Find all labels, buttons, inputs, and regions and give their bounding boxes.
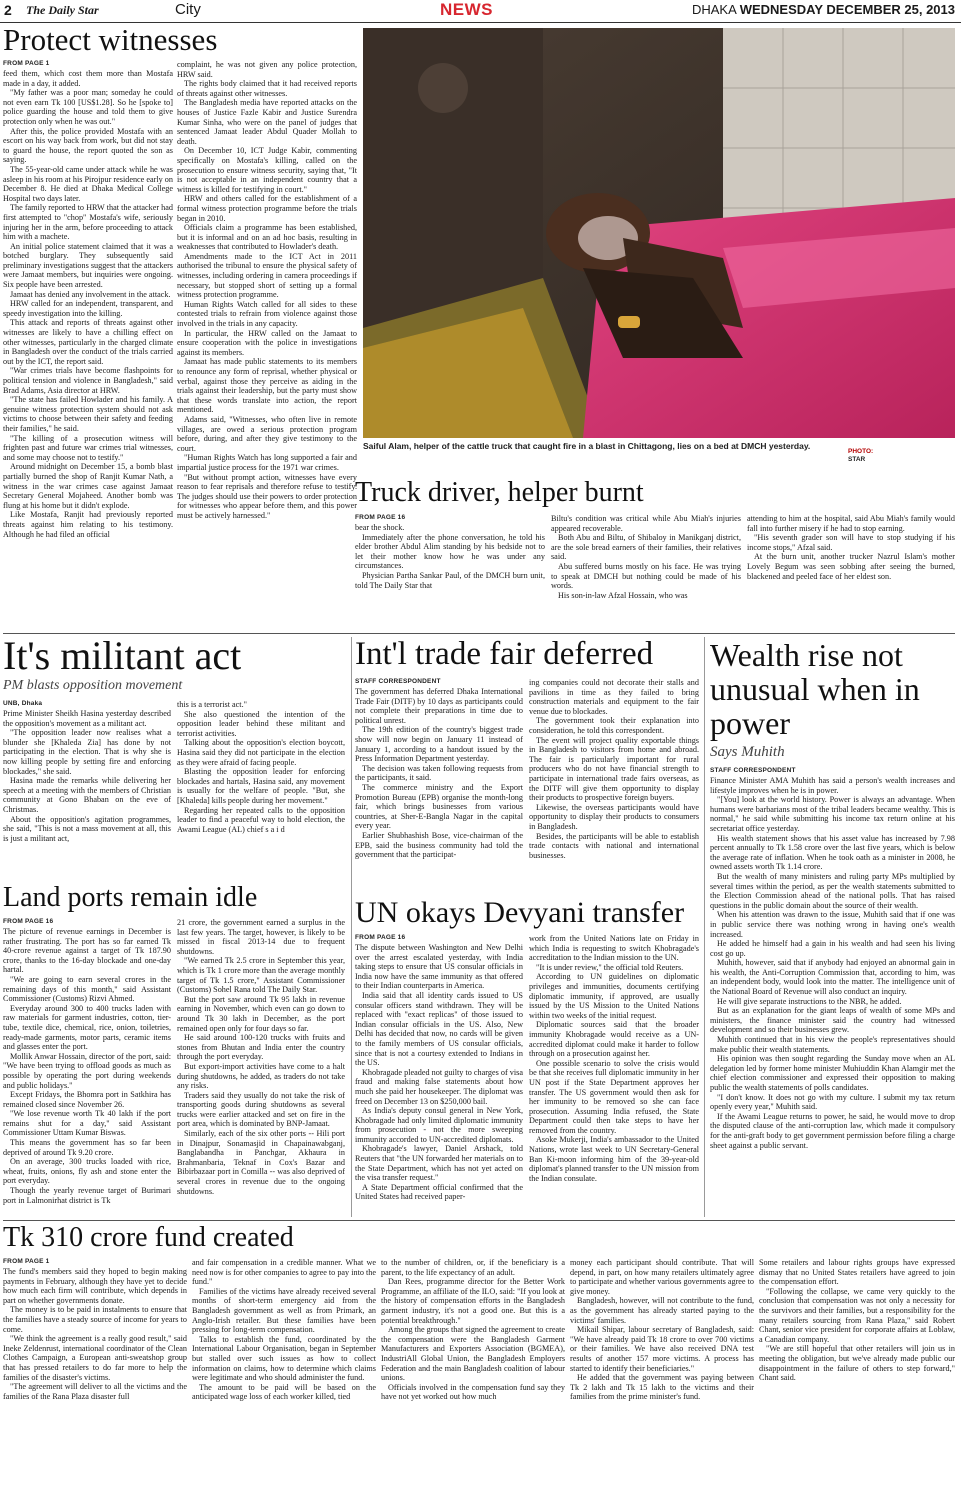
paragraph: As India's deputy consul general in New York, Khobragade had only limited diplomatic immunity from prosecution - not the more sweeping immunity accorded to UN-accredited diplomats. xyxy=(355,1106,523,1144)
paragraph: One possible scenario to solve the crisis would be that she receives full diplomatic immunity in her UN post if the State Department approves her transfer. The US government would then ask for her immunity to be removed so she can face prosecution. Assuming India refused, the State Department could then take steps to have her removed from the country. xyxy=(529,1058,699,1135)
headline-trade-fair: Int'l trade fair deferred xyxy=(355,636,654,672)
subheadline: Says Muhith xyxy=(710,744,785,760)
paragraph: and fair compensation in a credible manner. What we need now is for other companies to agree to pay into the fund." xyxy=(192,1258,376,1287)
article-devyani-col2 xyxy=(529,934,699,1217)
paragraph: In particular, the HRW called on the Jamaat to ensure cooperation with the police in investigations against its members. xyxy=(177,328,357,357)
paragraph: She also questioned the intention of the opposition leader behind these militant and terrorist activities. xyxy=(177,709,345,738)
paragraph: HRW and others called for the establishment of a formal witness protection programme before the trials began in 2010. xyxy=(177,194,357,223)
paragraph: Mollik Anwar Hossain, director of the port, said: "We have been trying to offload goods as much as possible by operating the port during weekends and public holidays." xyxy=(3,1051,171,1090)
paragraph: Diplomatic sources said that the broader immunity Khobragade would receive as a UN-accredited diplomat could make it harder to follow through on a prosecution against her. xyxy=(529,1020,699,1059)
article-wealth-col1 xyxy=(710,767,955,1217)
paragraph: The government has deferred Dhaka International Trade Fair (DITF) by 10 days as participants could not complete their preparations in time due to political unrest. xyxy=(355,687,523,725)
paragraph: Traders said they usually do not take the risk of transporting goods during shutdowns as several trucks were earlier attacked and set on fire in the port area, which is dominated by BNP-Jamaat. xyxy=(177,1090,345,1129)
paragraph: Everyday around 300 to 400 trucks laden with raw materials for garment industries, cotton, tier-tube, textile dice, chemical, rice, onion, toiletries, ready-made garments, motor parts, ceramic items and glasses enter the port. xyxy=(3,1003,171,1052)
section-divider xyxy=(3,1220,955,1221)
article-militant-col1 xyxy=(3,700,171,878)
paragraph: He said around 100-120 trucks with fruits and stones from Bhutan and India enter the country through the port everyday. xyxy=(177,1033,345,1062)
paragraph: This attack and reports of threats against other witnesses are likely to have a chilling effect on other witnesses, particularly in the charged climate in Bangladesh over the conduct of the trials carried out by the ICT, the report said. xyxy=(3,318,173,366)
subheadline: PM blasts opposition movement xyxy=(3,678,183,693)
paragraph: The money is to be paid in instalments to ensure that the families have a steady source of income for years to come. xyxy=(3,1305,187,1334)
paragraph: He will give separate instructions to the NBR, he added. xyxy=(717,996,902,1006)
paragraph: Immediately after the phone conversation, he told his elder brother Abdul Alim standing by his bedside not to let their mother know how he was under any circumstances. xyxy=(355,532,545,571)
article-truck-col2 xyxy=(551,514,741,634)
paragraph: He added that the government was paying between Tk 2 lakh and Tk 15 lakh to the victims and their families from the prime minister's fund. xyxy=(570,1373,754,1402)
paragraph: Besides, the participants will be able to establish trade contacts with national and international businesses. xyxy=(529,831,699,860)
headline-protect-witnesses: Protect witnesses xyxy=(3,22,218,57)
byline: FROM PAGE 16 xyxy=(3,918,54,925)
paragraph: Talking about the opposition's election boycott, Hasina said they did not participate in the election as they were afraid of facing people. xyxy=(177,738,345,767)
paragraph: Officials claim a programme has been established, but it is informal and on an ad hoc basis, resulting in weaknesses that contributed to Howlader's death. xyxy=(177,223,357,252)
paragraph: But as an explanation for the giant leaps of wealth of some MPs and ministers, the finance minister said the country had witnessed development and so their businesses grew. xyxy=(710,1006,955,1035)
article-protect-col2 xyxy=(177,60,357,583)
paragraph: work from the United Nations late on Friday in which India is requesting to switch Khobragade's accreditation to the Indian mission to the UN. xyxy=(529,934,699,963)
paragraph: Blasting the opposition leader for enforcing blockades and hartals, Hasina said, any movement is usually for the welfare of people. "But, she [Khaleda] kills people during her movement." xyxy=(177,767,345,805)
paragraph: At the burn unit, another trucker Nazrul Islam's mother Lovely Begum was seen sobbing after seeing the burned, blackened and peeled face of her eldest son. xyxy=(747,552,955,581)
headline-truck-driver: Truck driver, helper burnt xyxy=(355,477,644,508)
paragraph: The commerce ministry and the Export Promotion Bureau (EPB) organise the month-long fair, which brings businesses from various countries, at Sher-E-Bangla Nagar in the capital every year. xyxy=(355,782,523,831)
article-fund-col5 xyxy=(759,1258,955,1498)
paragraph: The dispute between Washington and New Delhi over the arrest escalated yesterday, with India taking steps to ensure that US consular officials in India now have the same immunity as that offered to their Indian counterparts in America. xyxy=(355,943,523,991)
paragraph: The Bangladesh media have reported attacks on the houses of Justice Fazle Kabir and Justice Surendra Kumar Sinha, who were on the panel of judges that sentenced Jamaat leader Abdul Quader Mollah to death. xyxy=(177,98,357,146)
paragraph: money each participant should contribute. That will depend, in part, on how many retailers ultimately agree to participate and whether various governments agree to give money. xyxy=(570,1258,754,1296)
headline-land-ports: Land ports remain idle xyxy=(3,882,258,913)
paragraph: His wealth statement shows that his asset value has increased by 7.98 percent annually to Tk 1.58 crore over the last five years, which is below the average rate of inflation. When he took oath as a minister in 2008, he owned assets worth Tk 1.14 crore. xyxy=(710,833,955,872)
paragraph: 21 crore, the government earned a surplus in the last few years. The target, however, is likely to be missed in fiscal 2013-14 due to frequent shutdowns. xyxy=(177,918,345,956)
paragraph: Regarding her repeated calls to the opposition leader to find a peaceful way to hold election, the Awami League (AL) chief s a i d xyxy=(177,805,345,834)
paragraph: "The killing of a prosecution witness will frighten past and future war crimes trial witnesses, and some may choose not to testify." xyxy=(3,433,173,462)
paragraph: Around midnight on December 15, a bomb blast partially burned the shop of Ranjit Kumar Nath, a witness in the war crimes case against Jamaat Secretary General Mojaheed. Another bomb was flung at his home but it didn't explode. xyxy=(3,462,173,510)
headline-wealth: Wealth rise not unusual when in power xyxy=(710,637,920,741)
byline: FROM PAGE 16 xyxy=(355,934,406,941)
paragraph: Physician Partha Sankar Paul, of the DMCH burn unit, told The Daily Star that xyxy=(355,570,545,590)
paragraph: This means the government has so far been deprived of around Tk 9.20 crore. xyxy=(3,1138,171,1157)
article-fund-col3 xyxy=(381,1258,565,1498)
dateline-date: WEDNESDAY DECEMBER 25, 2013 xyxy=(739,2,955,17)
paragraph: Though the yearly revenue target of Burimari port in Lalmonirhat district is Tk xyxy=(3,1186,171,1205)
paragraph: A State Department official confirmed that the United States had received paper- xyxy=(355,1182,523,1202)
paragraph: Finance Minister AMA Muhith has said a person's wealth increases and lifestyle improves when he is in power. xyxy=(710,776,955,795)
column-divider xyxy=(704,637,705,1217)
paragraph: "The opposition leader now realises what a blunder she [Khaleda Zia] has done by not participating in the election. That is why she is now killing people by setting fire and enforcing blockades," she said. xyxy=(3,728,171,776)
paragraph: The rights body claimed that it had received reports of threats against other witnesses. xyxy=(177,79,357,98)
paragraph: feed them, which cost them more than Mostafa made in a day, it added. xyxy=(3,69,173,88)
paragraph: Officials involved in the compensation fund say they have not yet worked out how much xyxy=(381,1382,565,1402)
paragraph: "We lose revenue worth Tk 40 lakh if the port remains shut for a day," said Assistant Commissioner Uttam Kumar Biswas. xyxy=(3,1109,171,1138)
paragraph: "We are still hopeful that other retailers will join us in meeting the obligation, but we've already made public our disappointment in the failure of others to step forward," Chant said. xyxy=(759,1344,955,1383)
paragraph: Muhith, however, said that if anybody had enjoyed an abnormal gain in his wealth, the Anti-Corruption Commission that, according to him, was an independent body, would look into the matter. The intelligence unit of the National Board of Revenue will also conduct an inquiry. xyxy=(710,958,955,997)
paragraph: His opinion was then sought regarding the Sunday move when an AL delegation led by former home minister Muhiuddin Khan Alamgir met the chief election commissioner and expressed their opposition to making public the wealth statements of polls candidates. xyxy=(710,1054,955,1092)
paragraph: The fund's members said they hoped to begin making payments in February, although they have yet to decide how much each firm will contribute, which depends in part on whether governments donate. xyxy=(3,1267,187,1305)
photo-credit-label: PHOTO: xyxy=(848,448,874,455)
byline: FROM PAGE 16 xyxy=(355,514,406,521)
paragraph: bear the shock. xyxy=(355,523,405,532)
byline: STAFF CORRESPONDENT xyxy=(355,678,441,685)
paragraph: Human Rights Watch called for all sides to these contested trials to refrain from violence against those involved in the trials in any capacity. xyxy=(177,299,357,329)
byline: STAFF CORRESPONDENT xyxy=(710,767,796,774)
paragraph: "We earned Tk 2.5 crore in September this year, which is Tk 1 crore more than the average monthly target of Tk 1.5 crore," Assistant Commissioner (Customs) Sohel Rana told The Daily Star. xyxy=(177,956,345,995)
article-landports-col1 xyxy=(3,918,171,1216)
article-tradefair-col1 xyxy=(355,678,523,888)
paragraph: Both Abu and Biltu, of Shibaloy in Manikganj district, are the sole bread earners of their families, their relatives said. xyxy=(551,533,741,562)
paragraph: to the number of children, or, if the beneficiary is a parent, to the life expectancy of an adult. xyxy=(381,1258,565,1277)
paragraph: If the Awami League returns to power, he said, he would move to drop the disputed clause of the anti-corruption law, which made it compulsory for the anti-graft body to get government permission before filing a charge sheet against a public servant. xyxy=(710,1111,955,1150)
paragraph: The government took their explanation into consideration, he told this correspondent. xyxy=(529,716,699,735)
article-fund-col2 xyxy=(192,1258,376,1498)
paragraph: "Human Rights Watch has long supported a fair and impartial justice process for the 1971 war crimes. xyxy=(177,453,357,472)
article-devyani-col1 xyxy=(355,934,523,1217)
photo-credit-source: STAR xyxy=(848,456,866,463)
paragraph: Similarly, each of the six other ports -- Hili port in Dinajpur, Sonamasjid in Chapainawabganj, Banglabandha in Panchgar, Akhaura in Brahmanbaria, Teknaf in Cox's Bazar and Bibirbazaar port in Comilla -- was also deprived of several crores in revenue due to the ongoing shutdowns. xyxy=(177,1129,345,1196)
paragraph: When his attention was drawn to the issue, Muhith said that if one was in public service there was nothing wrong in having one's wealth increased. xyxy=(710,910,955,939)
paragraph: The amount to be paid will be based on the anticipated wage loss of each worker killed, tied xyxy=(192,1382,376,1402)
paragraph: "It is under review," the official told Reuters. xyxy=(536,962,684,972)
section-name: City xyxy=(175,1,201,18)
paragraph: attending to him at the hospital, said Abu Miah's family would fall into further misery if he had to stop earning. xyxy=(747,514,955,533)
paragraph: Hasina made the remarks while delivering her speech at a meeting with the members of Christian community at Gono Bhaban on the eve of Christmas. xyxy=(3,776,171,814)
paragraph: HRW called for an independent, transparent, and speedy investigation into the killing. xyxy=(3,299,173,318)
paragraph: The decision was taken following requests from the participants, it said. xyxy=(355,763,523,783)
paragraph: "Following the collapse, we came very quickly to the conclusion that compensation was not only a necessity for the survivors and their families, but a responsibility for the many retailers sourcing from Rana Plaza," said Robert Chant, senior vice president for corporate affairs at Loblaw, a Canadian company. xyxy=(759,1286,955,1344)
headline-devyani: UN okays Devyani transfer xyxy=(355,896,685,929)
paragraph: Abu suffered burns mostly on his face. He was trying to speak at DMCH but nothing could be made of his words. xyxy=(551,561,741,591)
article-protect-col1 xyxy=(3,60,173,583)
paragraph: On December 10, ICT Judge Kabir, commenting specifically on Mostafa's killing, called on the prosecution to ensure witness security, saying that, "It is not acceptable in an independent country that a witness is killed for testifying in court." xyxy=(177,146,357,194)
article-fund-col1 xyxy=(3,1258,187,1498)
article-truck-col1 xyxy=(355,514,545,634)
paragraph: According to UN guidelines on diplomatic privileges and immunities, documents certifying diplomatic immunity, if approved, are usually issued by the US Mission to the United Nations within two weeks of the initial request. xyxy=(529,972,699,1020)
paragraph: Asoke Mukerji, India's ambassador to the United Nations, wrote last week to UN Secretary-General Ban Ki-moon informing him of the 39-year-old diplomat's planned transfer to the UN mission from the Indian consulate. xyxy=(529,1135,699,1183)
paragraph: complaint, he was not given any police protection, HRW said. xyxy=(177,60,357,79)
column-divider xyxy=(351,637,352,1217)
paragraph: But the wealth of many ministers and ruling party MPs multiplied by several times within the period, as per the wealth statements submitted to the Election Commission ahead of the national polls. That has raised questions in the public domain about the source of their wealth. xyxy=(710,871,955,910)
paragraph: The event will project quality exportable things in Bangladesh to visitors from home and abroad. The fair is particularly important for rural producers who do not have financial strength to participate in international trade fairs overseas, as the DITF will give them opportunity to display their products to prospective foreign buyers. xyxy=(529,735,699,803)
headline-fund: Tk 310 crore fund created xyxy=(3,1222,294,1253)
paragraph: Dan Rees, programme director for the Better Work Programme, an affiliate of the ILO, said: "If you look at the history of compensation efforts in the Bangladesh garment industry, it's not a good one. But this is a potential breakthrough." xyxy=(381,1277,565,1325)
paragraph: After this, the police provided Mostafa with an escort on his way back from work, but did not stay to guard the house, the report quoted the son as saying. xyxy=(3,126,173,165)
article-landports-col2 xyxy=(177,918,345,1216)
paragraph: Likewise, the overseas participants would have opportunity to display their products to consumers in Bangladesh. xyxy=(529,802,699,831)
paragraph: "But without prompt action, witnesses have every reason to fear reprisals and therefore refuse to testify. The judges should use their powers to order protection for witnesses who appear before them, and this power must be actively harnessed." xyxy=(177,472,357,520)
byline: FROM PAGE 1 xyxy=(3,1258,50,1265)
paragraph: Like Mostafa, Ranjit had previously reported threats against him relating to his testimony. Although he had filed an official xyxy=(3,510,173,539)
paragraph: Some retailers and labour rights groups have expressed dismay that no United States retailers have agreed to join the compensation effort. xyxy=(759,1258,955,1287)
dateline xyxy=(692,2,955,17)
paragraph: The 19th edition of the country's biggest trade show will now begin on January 11 instead of January 1, according to a handout issued by the Press Information Department yesterday. xyxy=(355,725,523,764)
photo-caption: Saiful Alam, helper of the cattle truck that caught fire in a blast in Chittagong, lies on a bed at DMCH yesterday. xyxy=(363,441,811,451)
byline: UNB, Dhaka xyxy=(3,700,43,707)
paragraph: Families of the victims have already received several months of short-term emergency aid from the Bangladesh government as well as from Primark, an Anglo-Irish retailer. But these families have been pressing for long-term compensation. xyxy=(192,1286,376,1335)
headline-militant-act: It's militant act xyxy=(3,633,242,678)
paragraph: Mikail Shipar, labour secretary of Bangladesh, said: "We have already paid Tk 18 crore to over 700 victims or their families. We have also received DNA test results of another 157 more victims. A process has started to identify their beneficiaries." xyxy=(570,1325,754,1373)
paragraph: "His seventh grader son will have to stop studying if his income stops," Afzal said. xyxy=(747,533,955,552)
paragraph: Adams said, "Witnesses, who often live in remote villages, are owed a serious protection program before, during, and after they give testimony to the court. xyxy=(177,414,357,453)
article-fund-col4 xyxy=(570,1258,754,1498)
paragraph: On an average, 300 trucks loaded with rice, wheat, fruits, onions, fly ash and stone enter the port everyday. xyxy=(3,1157,171,1186)
paragraph: Prime Minister Sheikh Hasina yesterday described the opposition's movement as a militant act. xyxy=(3,709,171,728)
paragraph: About the opposition's agitation programmes, she said, "This is not a mass movement at all, this is just a militant act, xyxy=(3,814,171,843)
paragraph: He added he himself had a gain in his wealth and had seen his living cost go up. xyxy=(710,939,955,958)
paragraph: Bangladesh, however, will not contribute to the fund, as the government has already started paying to the victims' families. xyxy=(570,1296,754,1325)
paragraph: this is a terrorist act." xyxy=(177,700,247,709)
paragraph: The 55-year-old came under attack while he was asleep in his room at his Pirojpur residence early on December 8. He died at Dhaka Medical College Hospital two days later. xyxy=(3,164,173,203)
paragraph: But the port saw around Tk 95 lakh in revenue earning in November, which even can go down to around Tk 30 lakh in December, as the port remained open only for four days so far. xyxy=(177,994,345,1033)
section-news-label: NEWS xyxy=(440,0,493,19)
paragraph: "[You] look at the world history. Power is always an advantage. When humans were barbarians most of the tribal leaders became wealthy. This is normal," he said while submitting his income tax return online at his secretariat office yesterday. xyxy=(710,795,955,833)
article-truck-col3 xyxy=(747,514,955,634)
paragraph: Muhith continued that in his view the people's representatives should make public their wealth statements. xyxy=(710,1035,955,1054)
paragraph: "I don't know. It does not go with my culture. I submit my tax return openly every year," Muhith said. xyxy=(710,1092,955,1112)
paragraph: Khobragade pleaded not guilty to charges of visa fraud and making false statements about how much she paid her housekeeper. The diplomat was freed on December 13 on $250,000 bail. xyxy=(355,1067,523,1106)
paragraph: Amendments made to the ICT Act in 2011 authorised the tribunal to ensure the physical safety of witnesses, including ordering in camera proceedings if necessary, but stopped short of setting up a formal witness protection programme. xyxy=(177,251,357,300)
paragraph: "The agreement will deliver to all the victims and the families of the Rana Plaza disaster full xyxy=(3,1382,187,1401)
paragraph: India said that all identity cards issued to US consular officers stand withdrawn. They will be replaced with "exact replicas" of those issued to Indian consular officials in the US. Also, New Delhi has decided that now, no cards will be given to the family members of US consular officials, since that is not a courtesy extended to Indians in the US. xyxy=(355,990,523,1068)
paragraph: An initial police statement claimed that it was a botched burglary. They subsequently said preliminary investigations suggest that the attackers were Jamaat members, but inquiries were ongoing. Six people have been arrested. xyxy=(3,241,173,290)
page-number: 2 xyxy=(4,2,12,18)
paragraph: But export-import activities have come to a halt during shutdowns, he added, as traders do not take any risks. xyxy=(177,1061,345,1091)
paragraph: Among the groups that signed the agreement to create the compensation were the Bangladesh Garment Manufacturers and Exporters Association (BGMEA), IndustriAll Global Union, the Bangladesh Employers Federation and the main Bangladesh coalition of labour unions. xyxy=(381,1325,565,1383)
photo-burn-patient xyxy=(363,28,955,438)
paragraph: Jamaat has made public statements to its members to renounce any form of reprisal, whether physical or verbal, against those they perceive as aiding in the trials against their leadership, but the party must show that these words translate into action, the report mentioned. xyxy=(177,357,357,415)
paragraph: ing companies could not decorate their stalls and pavilions in time as they failed to bring construction materials and equipment to the fair venue due to blockades. xyxy=(529,678,699,716)
article-tradefair-col2 xyxy=(529,678,699,888)
photo-credit xyxy=(848,448,873,464)
paragraph: "The state has failed Howlader and his family. A genuine witness protection system should not ask victims to choose between their safety and feeding their families," he said. xyxy=(3,395,173,433)
paragraph: "My father was a poor man; someday he could not even earn Tk 100 [US$1.28]. So he [spoke to] police guarding the house and told them to give protection only when he was out." xyxy=(3,88,173,126)
paragraph: "We are going to earn several crores in the remaining days of this month," said Assistant Commissioner (Customs) Rizvi Ahmed. xyxy=(3,974,171,1004)
article-militant-col2 xyxy=(177,700,345,878)
paragraph: Jamaat has denied any involvement in the attack. xyxy=(10,289,171,299)
paragraph: Earlier Shubhashish Bose, vice-chairman of the EPB, said the business community had told the government that the participat- xyxy=(355,830,523,860)
byline: FROM PAGE 1 xyxy=(3,60,50,67)
paragraph: Except Fridays, the Bhomra port in Satkhira has remained closed since November 26. xyxy=(3,1090,171,1109)
paragraph: Talks to establish the fund, coordinated by the International Labour Organisation, began in September but stalled over such issues as how to collect information on claims, how to determine which claims were legitimate and who should administer the fund. xyxy=(192,1334,376,1383)
newspaper-logo: The Daily Star xyxy=(26,3,99,17)
paragraph: "We think the agreement is a really good result," said Ineke Zeldenrust, international coordinator of the Clean Clothes Campaign, a European anti-sweatshop group that has pressed retailers to do far more to help the families of the disaster's victims. xyxy=(3,1334,187,1382)
dateline-city: DHAKA xyxy=(691,2,737,17)
paragraph: The family reported to HRW that the attacker had first attempted to "chop" Mostafa's wife, seriously injuring her in the arm, before proceeding to attack him with a machete. xyxy=(3,203,173,242)
paragraph: Biltu's condition was critical while Abu Miah's injuries appeared recoverable. xyxy=(551,514,741,533)
paragraph: The picture of revenue earnings in December is rather frustrating. The port has so far earned Tk 40-crore revenue against a target of Tk 187.90 crore, thanks to the 16-day blockade and one-day hartal. xyxy=(3,927,171,975)
paragraph: Khobragade's lawyer, Daniel Arshack, told Reuters that "the UN forwarded her materials on to the State Department, which has not yet acted on the visa transfer request." xyxy=(355,1144,523,1183)
news-photo xyxy=(363,28,955,438)
paragraph: His son-in-law Afzal Hossain, who was xyxy=(558,590,688,600)
paragraph: "War crimes trials have become flashpoints for political tension and violence in Bangladesh," said Brad Adams, Asia director at HRW. xyxy=(3,366,173,395)
